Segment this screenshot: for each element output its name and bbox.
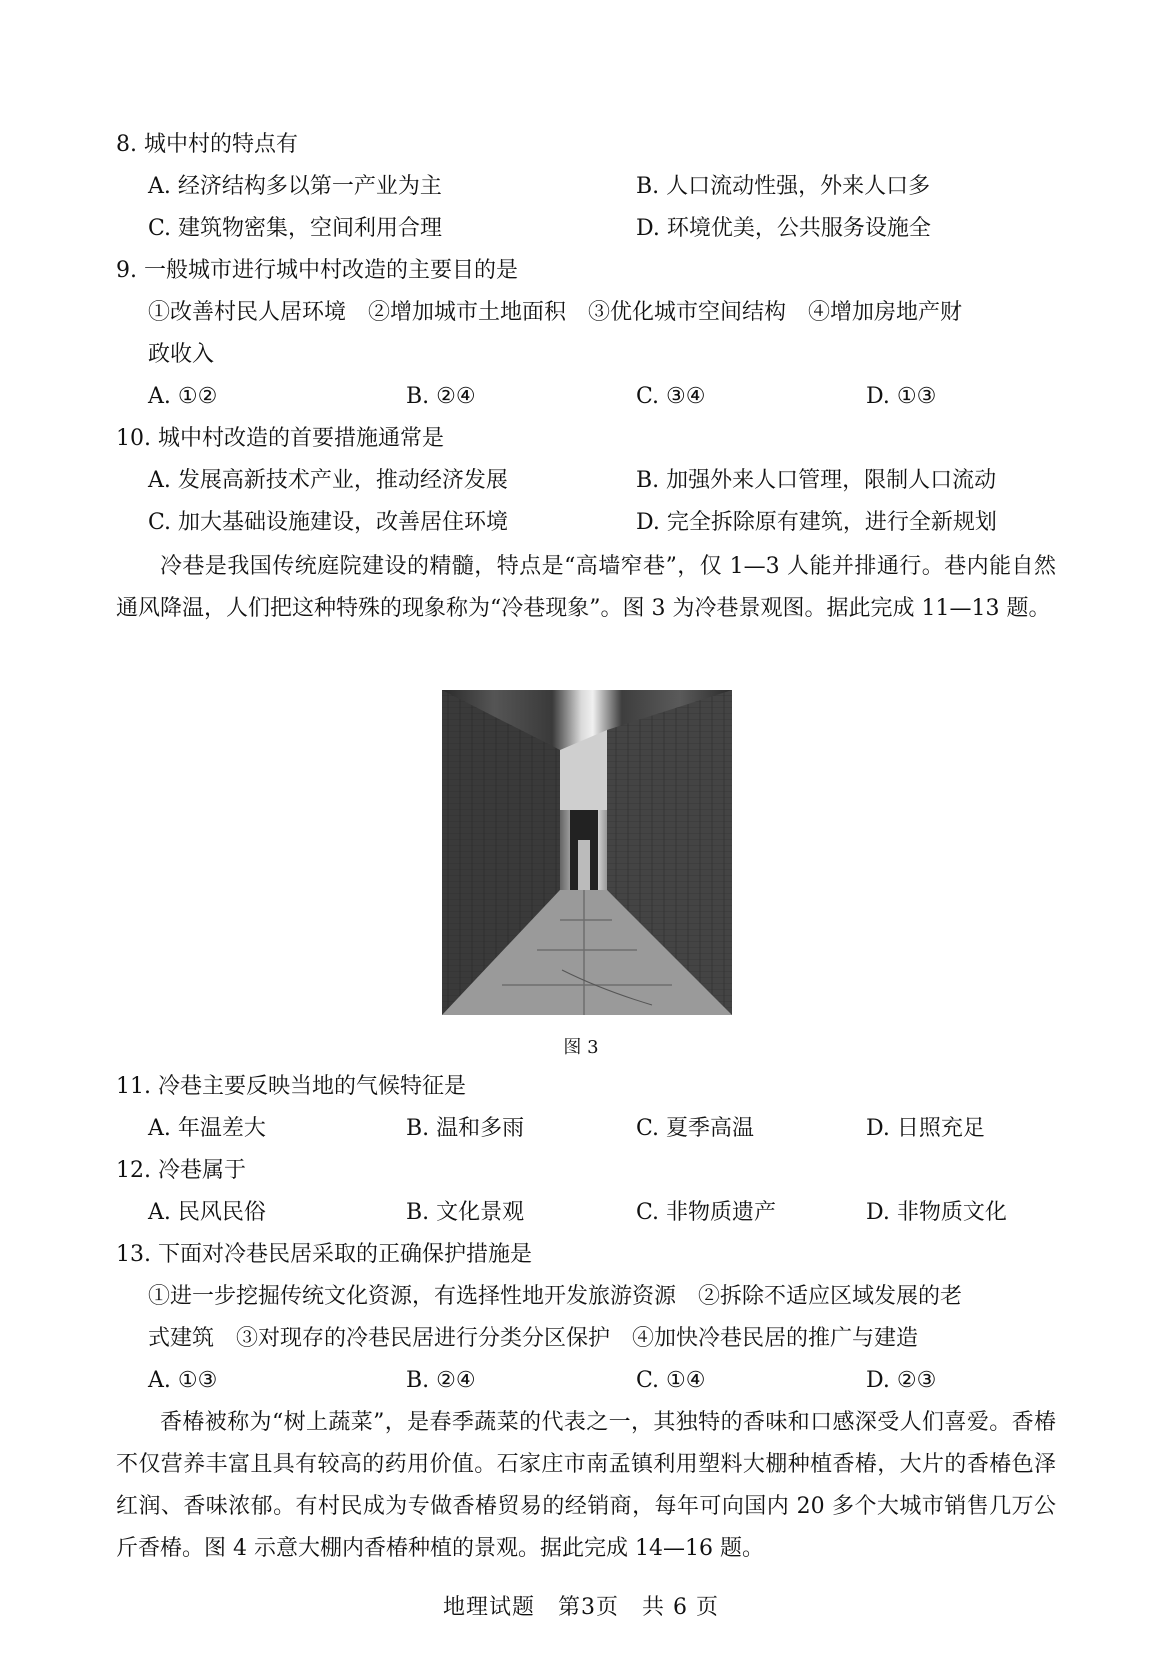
q13-stem: 13. 下面对冷巷民居采取的正确保护措施是 bbox=[116, 1242, 532, 1267]
q8-option-b: B. 人口流动性强，外来人口多 bbox=[636, 174, 931, 199]
q10-option-a: A. 发展高新技术产业，推动经济发展 bbox=[148, 468, 508, 493]
q9-option-a: A. ①② bbox=[148, 384, 218, 409]
q10-option-d: D. 完全拆除原有建筑，进行全新规划 bbox=[636, 510, 997, 535]
q13-option-b: B. ②④ bbox=[406, 1368, 476, 1393]
q8-option-c: C. 建筑物密集，空间利用合理 bbox=[148, 216, 443, 241]
q13-option-a: A. ①③ bbox=[148, 1368, 218, 1393]
q11-stem: 11. 冷巷主要反映当地的气候特征是 bbox=[116, 1074, 466, 1099]
figure3-caption: 图 3 bbox=[563, 1037, 599, 1058]
q13-option-c: C. ①④ bbox=[636, 1368, 706, 1393]
passage-cold-alley-text: 冷巷是我国传统庭院建设的精髓，特点是“高墙窄巷”，仅 1—3 人能并排通行。巷内能自然通风降温，人们把这种特殊的现象称为“冷巷现象”。图 3 为冷巷景观图。据此完成 11—13 题。 bbox=[116, 554, 1056, 621]
q8-option-a: A. 经济结构多以第一产业为主 bbox=[148, 174, 442, 199]
q12-option-a: A. 民风民俗 bbox=[148, 1200, 266, 1225]
q11-option-a: A. 年温差大 bbox=[148, 1116, 266, 1141]
q9-statements-line2: 政收入 bbox=[148, 342, 215, 367]
q12-option-c: C. 非物质遗产 bbox=[636, 1200, 777, 1225]
q10-option-c: C. 加大基础设施建设，改善居住环境 bbox=[148, 510, 509, 535]
q13-option-d: D. ②③ bbox=[866, 1368, 937, 1393]
q8-stem: 8. 城中村的特点有 bbox=[116, 132, 298, 157]
q13-statements-line1: ①进一步挖掘传统文化资源，有选择性地开发旅游资源 ②拆除不适应区域发展的老 bbox=[148, 1284, 963, 1309]
passage-cold-alley bbox=[116, 546, 1056, 630]
q9-stem: 9. 一般城市进行城中村改造的主要目的是 bbox=[116, 258, 518, 283]
q11-option-b: B. 温和多雨 bbox=[406, 1116, 525, 1141]
q9-option-d: D. ①③ bbox=[866, 384, 937, 409]
q12-option-d: D. 非物质文化 bbox=[866, 1200, 1007, 1225]
alley-photo-icon bbox=[442, 690, 732, 1015]
page-footer: 地理试题 第3页 共 6 页 bbox=[443, 1595, 719, 1620]
q12-option-b: B. 文化景观 bbox=[406, 1200, 525, 1225]
q9-statements-line1: ①改善村民人居环境 ②增加城市土地面积 ③优化城市空间结构 ④增加房地产财 bbox=[148, 300, 963, 325]
q10-stem: 10. 城中村改造的首要措施通常是 bbox=[116, 426, 444, 451]
passage-toona-text: 香椿被称为“树上蔬菜”，是春季蔬菜的代表之一，其独特的香味和口感深受人们喜爱。香椿不仅营养丰富且具有较高的药用价值。石家庄市南孟镇利用塑料大棚种植香椿，大片的香椿色泽红润、香味浓郁。有村民成为专做香椿贸易的经销商，每年可向国内 20 多个大城市销售几万公斤香椿。图 4 示意大棚内香椿种植的景观。据此完成 14—16 题。 bbox=[116, 1410, 1056, 1561]
q9-option-c: C. ③④ bbox=[636, 384, 706, 409]
q12-stem: 12. 冷巷属于 bbox=[116, 1158, 246, 1183]
q11-option-d: D. 日照充足 bbox=[866, 1116, 985, 1141]
q11-option-c: C. 夏季高温 bbox=[636, 1116, 755, 1141]
q13-statements-line2: 式建筑 ③对现存的冷巷民居进行分类分区保护 ④加快冷巷民居的推广与建造 bbox=[148, 1326, 919, 1351]
q8-option-d: D. 环境优美，公共服务设施全 bbox=[636, 216, 931, 241]
q10-option-b: B. 加强外来人口管理，限制人口流动 bbox=[636, 468, 997, 493]
q9-option-b: B. ②④ bbox=[406, 384, 476, 409]
passage-toona bbox=[116, 1402, 1056, 1570]
